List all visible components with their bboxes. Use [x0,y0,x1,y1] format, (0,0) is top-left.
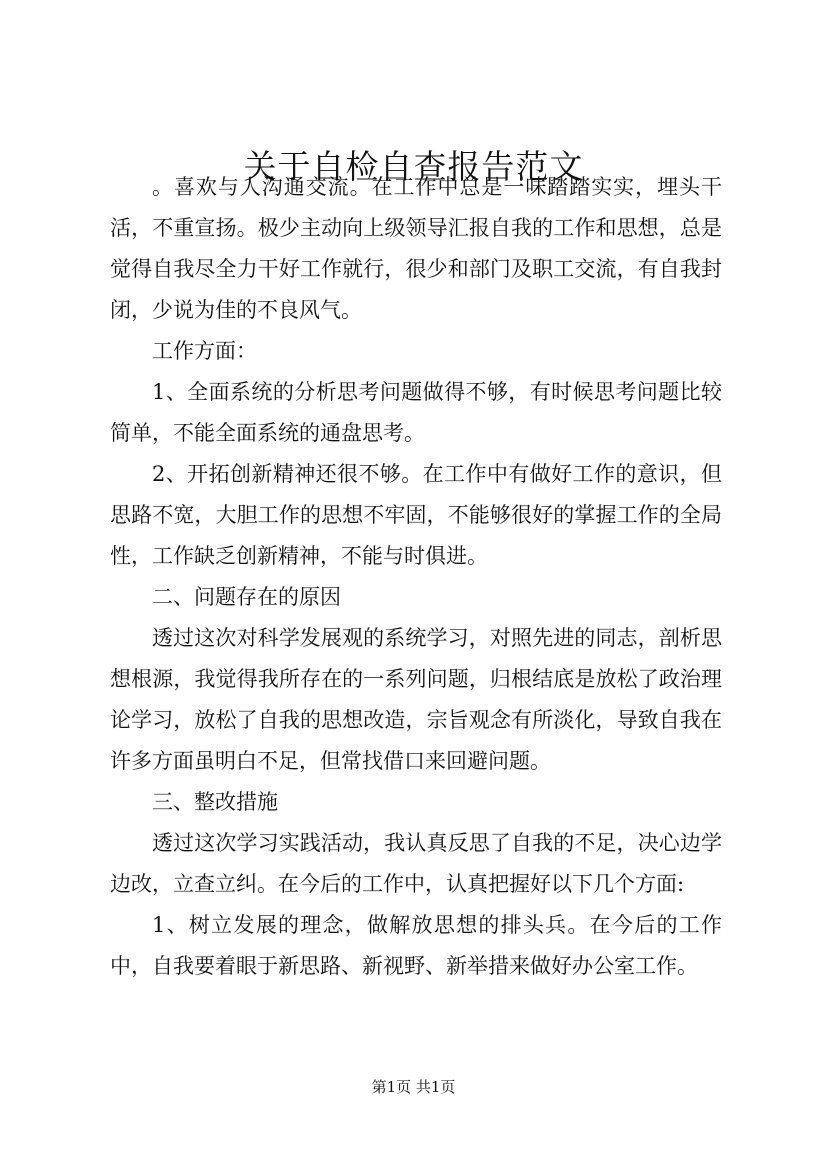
page-number-footer: 第1页 共1页 [371,1078,456,1096]
paragraph: 1、树立发展的理念，做解放思想的排头兵。在今后的工作中，自我要着眼于新思路、新视野、新举措来做好办公室工作。 [110,913,722,978]
paragraph: 透过这次学习实践活动，我认真反思了自我的不足，决心边学边改，立查立纠。在今后的工作中，认真把握好以下几个方面: [110,831,722,896]
document-title: 关于自检自查报告范文 [243,147,584,186]
document-body [110,167,722,987]
paragraph: 透过这次对科学发展观的系统学习，对照先进的同志，剖析思想根源，我觉得我所存在的一系列问题，归根结底是放松了政治理论学习，放松了自我的思想改造，宗旨观念有所淡化，导致自我在许多方面虽明白不足，但常找借口来回避问题。 [110,626,722,773]
paragraph: 。喜欢与人沟通交流。在工作中总是一味踏踏实实，埋头干活，不重宣扬。极少主动向上级领导汇报自我的工作和思想，总是觉得自我尽全力干好工作就行，很少和部门及职工交流，有自我封闭，少说为佳的不良风气。 [110,175,722,322]
paragraph: 2、开拓创新精神还很不够。在工作中有做好工作的意识，但思路不宽，大胆工作的思想不牢固，不能够很好的掌握工作的全局性，工作缺乏创新精神，不能与时俱进。 [110,462,722,568]
section-heading-causes: 二、问题存在的原因 [152,585,341,609]
paragraph: 1、全面系统的分析思考问题做得不够，有时候思考问题比较简单，不能全面系统的通盘思考。 [110,380,722,445]
section-heading-work: 工作方面： [152,339,257,363]
section-heading-measures: 三、整改措施 [152,790,278,814]
